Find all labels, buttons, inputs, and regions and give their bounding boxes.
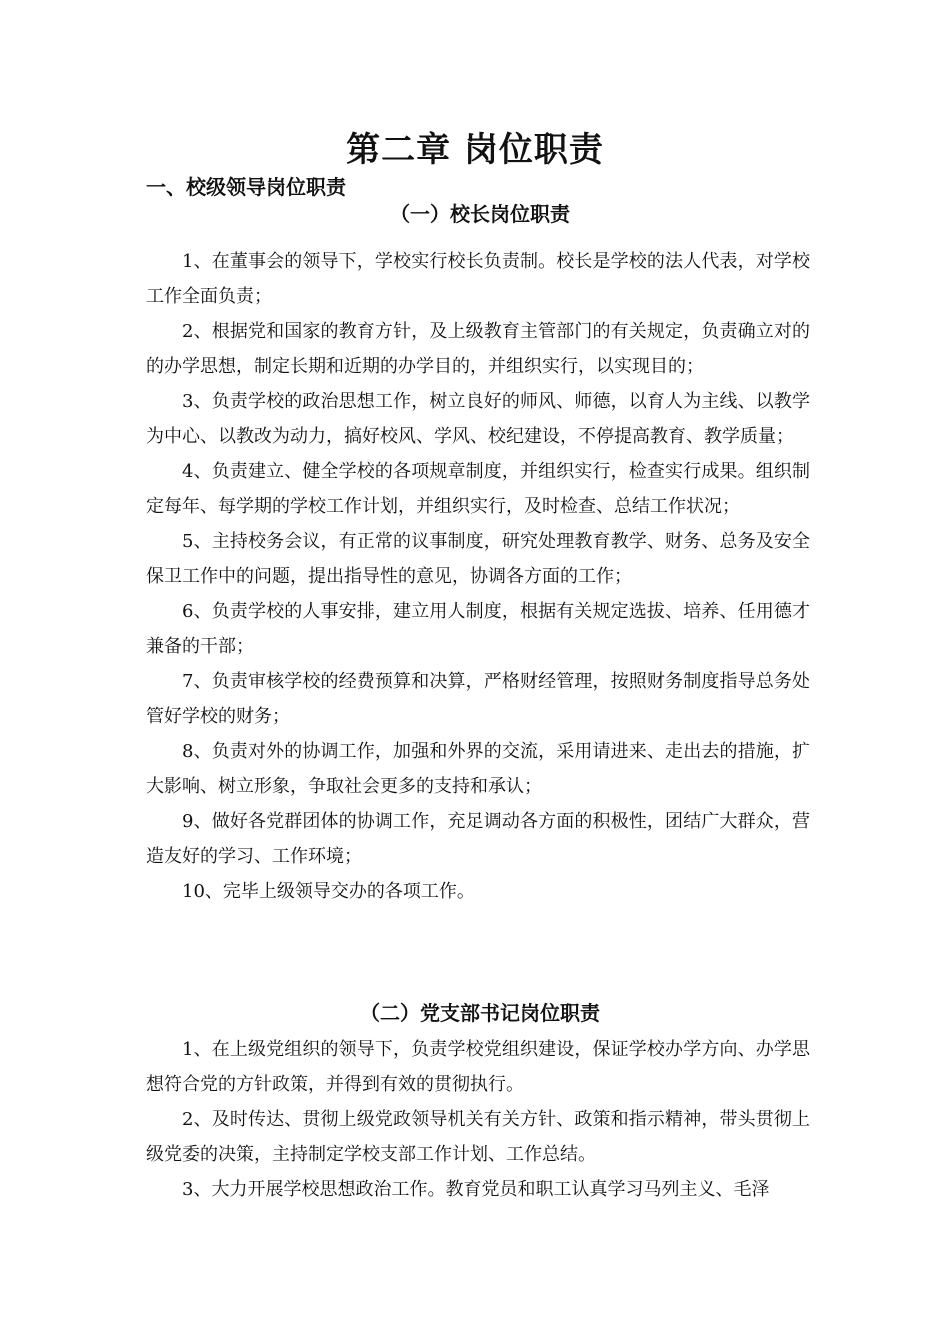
duty-paragraph: 9、做好各党群团体的协调工作，充足调动各方面的积极性，团结广大群众，营造友好的学习、工作环境； xyxy=(146,811,810,867)
section-heading: 一、校级领导岗位职责 xyxy=(146,175,346,199)
duty-paragraph: 6、负责学校的人事安排，建立用人制度，根据有关规定选拔、培养、任用德才兼备的干部； xyxy=(146,601,810,657)
duty-paragraph: 10、完毕上级领导交办的各项工作。 xyxy=(182,881,475,902)
duty-paragraph: 1、在董事会的领导下，学校实行校长负责制。校长是学校的法人代表，对学校工作全面负责； xyxy=(146,251,810,307)
subsection-heading-principal: （一）校长岗位职责 xyxy=(390,202,570,226)
principal-duties-list xyxy=(146,244,810,909)
duty-paragraph: 2、根据党和国家的教育方针，及上级教育主管部门的有关规定，负责确立对的的办学思想，制定长期和近期的办学目的，并组织实行，以实现目的； xyxy=(146,321,810,377)
subsection-heading-party-secretary: （二）党支部书记岗位职责 xyxy=(360,1001,600,1025)
duty-paragraph: 5、主持校务会议，有正常的议事制度，研究处理教育教学、财务、总务及安全保卫工作中的问题，提出指导性的意见，协调各方面的工作； xyxy=(146,531,810,587)
duty-paragraph: 3、大力开展学校思想政治工作。教育党员和职工认真学习马列主义、毛泽 xyxy=(182,1179,770,1200)
duty-paragraph: 2、及时传达、贯彻上级党政领导机关有关方针、政策和指示精神，带头贯彻上级党委的决策，主持制定学校支部工作计划、工作总结。 xyxy=(146,1109,810,1165)
duty-paragraph: 7、负责审核学校的经费预算和决算，严格财经管理，按照财务制度指导总务处管好学校的财务； xyxy=(146,671,810,727)
duty-paragraph: 4、负责建立、健全学校的各项规章制度，并组织实行，检查实行成果。组织制定每年、每学期的学校工作计划，并组织实行，及时检查、总结工作状况； xyxy=(146,461,810,517)
party-secretary-duties-list xyxy=(146,1032,810,1207)
duty-paragraph: 8、负责对外的协调工作，加强和外界的交流，采用请进来、走出去的措施，扩大影响、树立形象，争取社会更多的支持和承认； xyxy=(146,741,810,797)
chapter-title: 第二章 岗位职责 xyxy=(346,130,604,170)
duty-paragraph: 1、在上级党组织的领导下，负责学校党组织建设，保证学校办学方向、办学思想符合党的方针政策，并得到有效的贯彻执行。 xyxy=(146,1039,810,1095)
duty-paragraph: 3、负责学校的政治思想工作，树立良好的师风、师德，以育人为主线、以教学为中心、以教改为动力，搞好校风、学风、校纪建设，不停提高教育、教学质量； xyxy=(146,391,810,447)
